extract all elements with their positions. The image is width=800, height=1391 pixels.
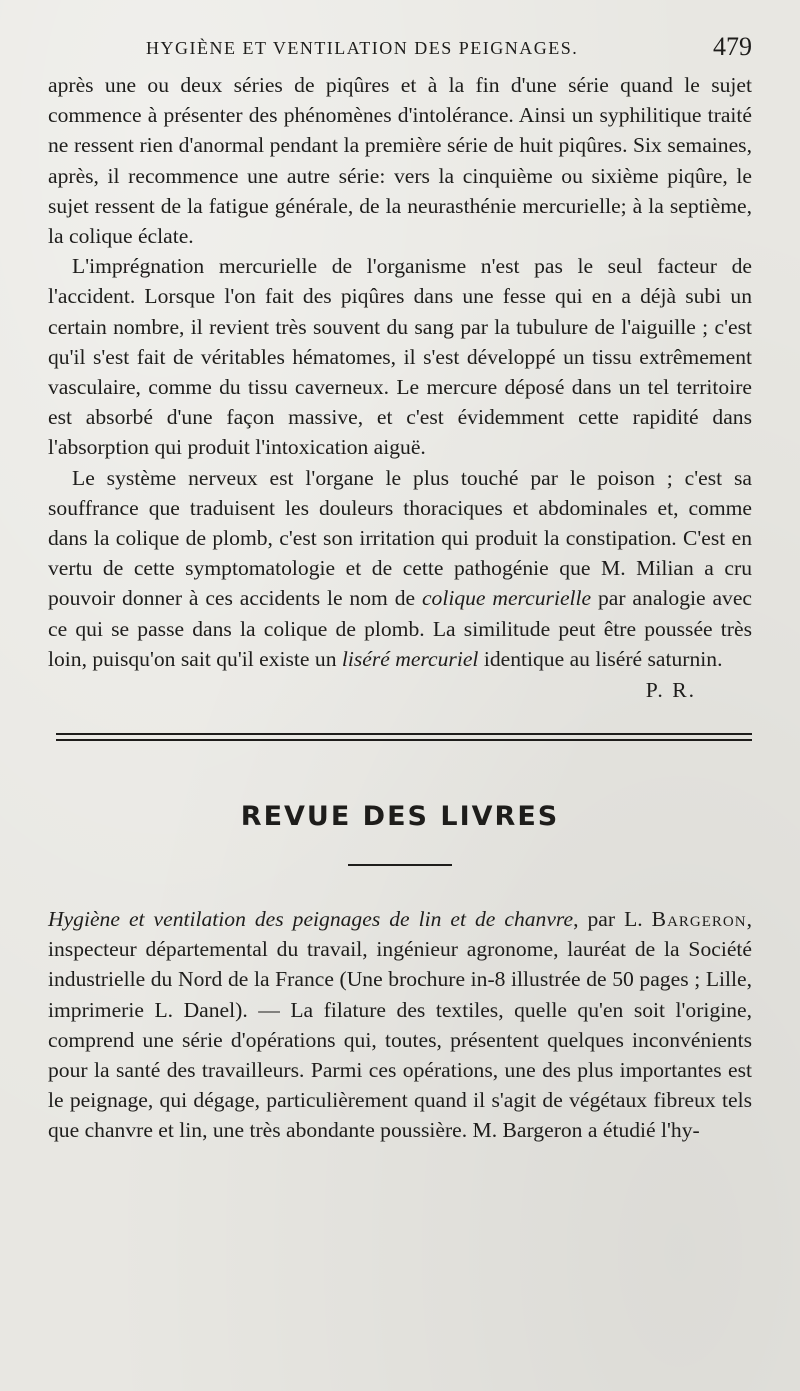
page-number: 479	[713, 32, 752, 61]
article-body	[48, 70, 752, 674]
italic-term: colique mercurielle	[421, 586, 592, 611]
double-rule-divider	[56, 733, 752, 741]
book-review	[48, 904, 752, 1146]
paragraph: L'imprégnation mercurielle de l'organisme n'est pas le seul facteur de l'accident. Lorsque l'on fait des piqûres dans une fesse qui en a déjà subi un certain nombre, il revient très souvent du sang par la tubulure de l'aiguille ; c'est qu'il s'est fait de véritables hématomes, il s'est développé un tissu extrêmement vasculaire, comme du tissu caverneux. Le mercure déposé dans un tel territoire est absorbé d'une façon massive, et c'est évidemment cette rapidité dans l'absorption qui produit l'intoxication aiguë.	[48, 254, 752, 460]
book-title: Hygiène et ventilation des peignages de lin et de chanvre	[48, 907, 574, 932]
paragraph-text: par analogie avec ce qui se passe dans la colique de plomb. La similitude peut être poussée très loin, puisqu'on sait qu'il existe un	[48, 586, 752, 671]
paragraph	[48, 463, 752, 674]
paragraph-text: identique au liséré saturnin.	[478, 646, 723, 671]
section-title: REVUE DES LIVRES	[240, 801, 560, 833]
author-signature: P. R.	[645, 678, 696, 703]
review-text: , inspecteur départemental du travail, ingénieur agronome, lauréat de la Société industrielle du Nord de la France (Une brochure in-8 illustrée de 50 pages ; Lille, imprimerie L. Danel). — La filature des textiles, quelle qu'en soit l'origine, comprend une série d'opérations qui, toutes, présentent quelques inconvénients pour la santé des travailleurs. Parmi ces opérations, une des plus importantes est le peignage, qui dégage, particulièrement quand il s'agit de végétaux fibreux tels que chanvre et lin, une très abondante poussière. M. Bargeron a étudié l'hy-	[48, 907, 752, 1143]
running-title: HYGIÈNE ET VENTILATION DES PEIGNAGES.	[146, 38, 579, 58]
review-text: , par L.	[573, 907, 652, 932]
paragraph: après une ou deux séries de piqûres et à la fin d'une série quand le sujet commence à présenter des phénomènes d'intolérance. Ainsi un syphilitique traité ne ressent rien d'anormal pendant la première série de huit piqûres. Six semaines, après, il recommence une autre série: vers la cinquième ou sixième piqûre, le sujet ressent de la fatigue générale, de la neurasthénie mercurielle; à la septième, la colique éclate.	[48, 73, 752, 249]
running-header	[48, 34, 752, 68]
review-author: Bargeron	[651, 907, 747, 932]
paragraph-text: Le système nerveux est l'organe le plus touché par le poison ; c'est sa souffrance que traduisent les douleurs thoraciques et abdominales et, comme dans la colique de plomb, c'est son irritation qui produit la constipation. C'est en vertu de cette symptomatologie et de cette pathogénie que M. Milian a cru pouvoir donner à ces accidents le nom de	[48, 465, 752, 611]
short-rule-divider	[348, 864, 452, 866]
italic-term: liséré mercuriel	[341, 646, 479, 671]
